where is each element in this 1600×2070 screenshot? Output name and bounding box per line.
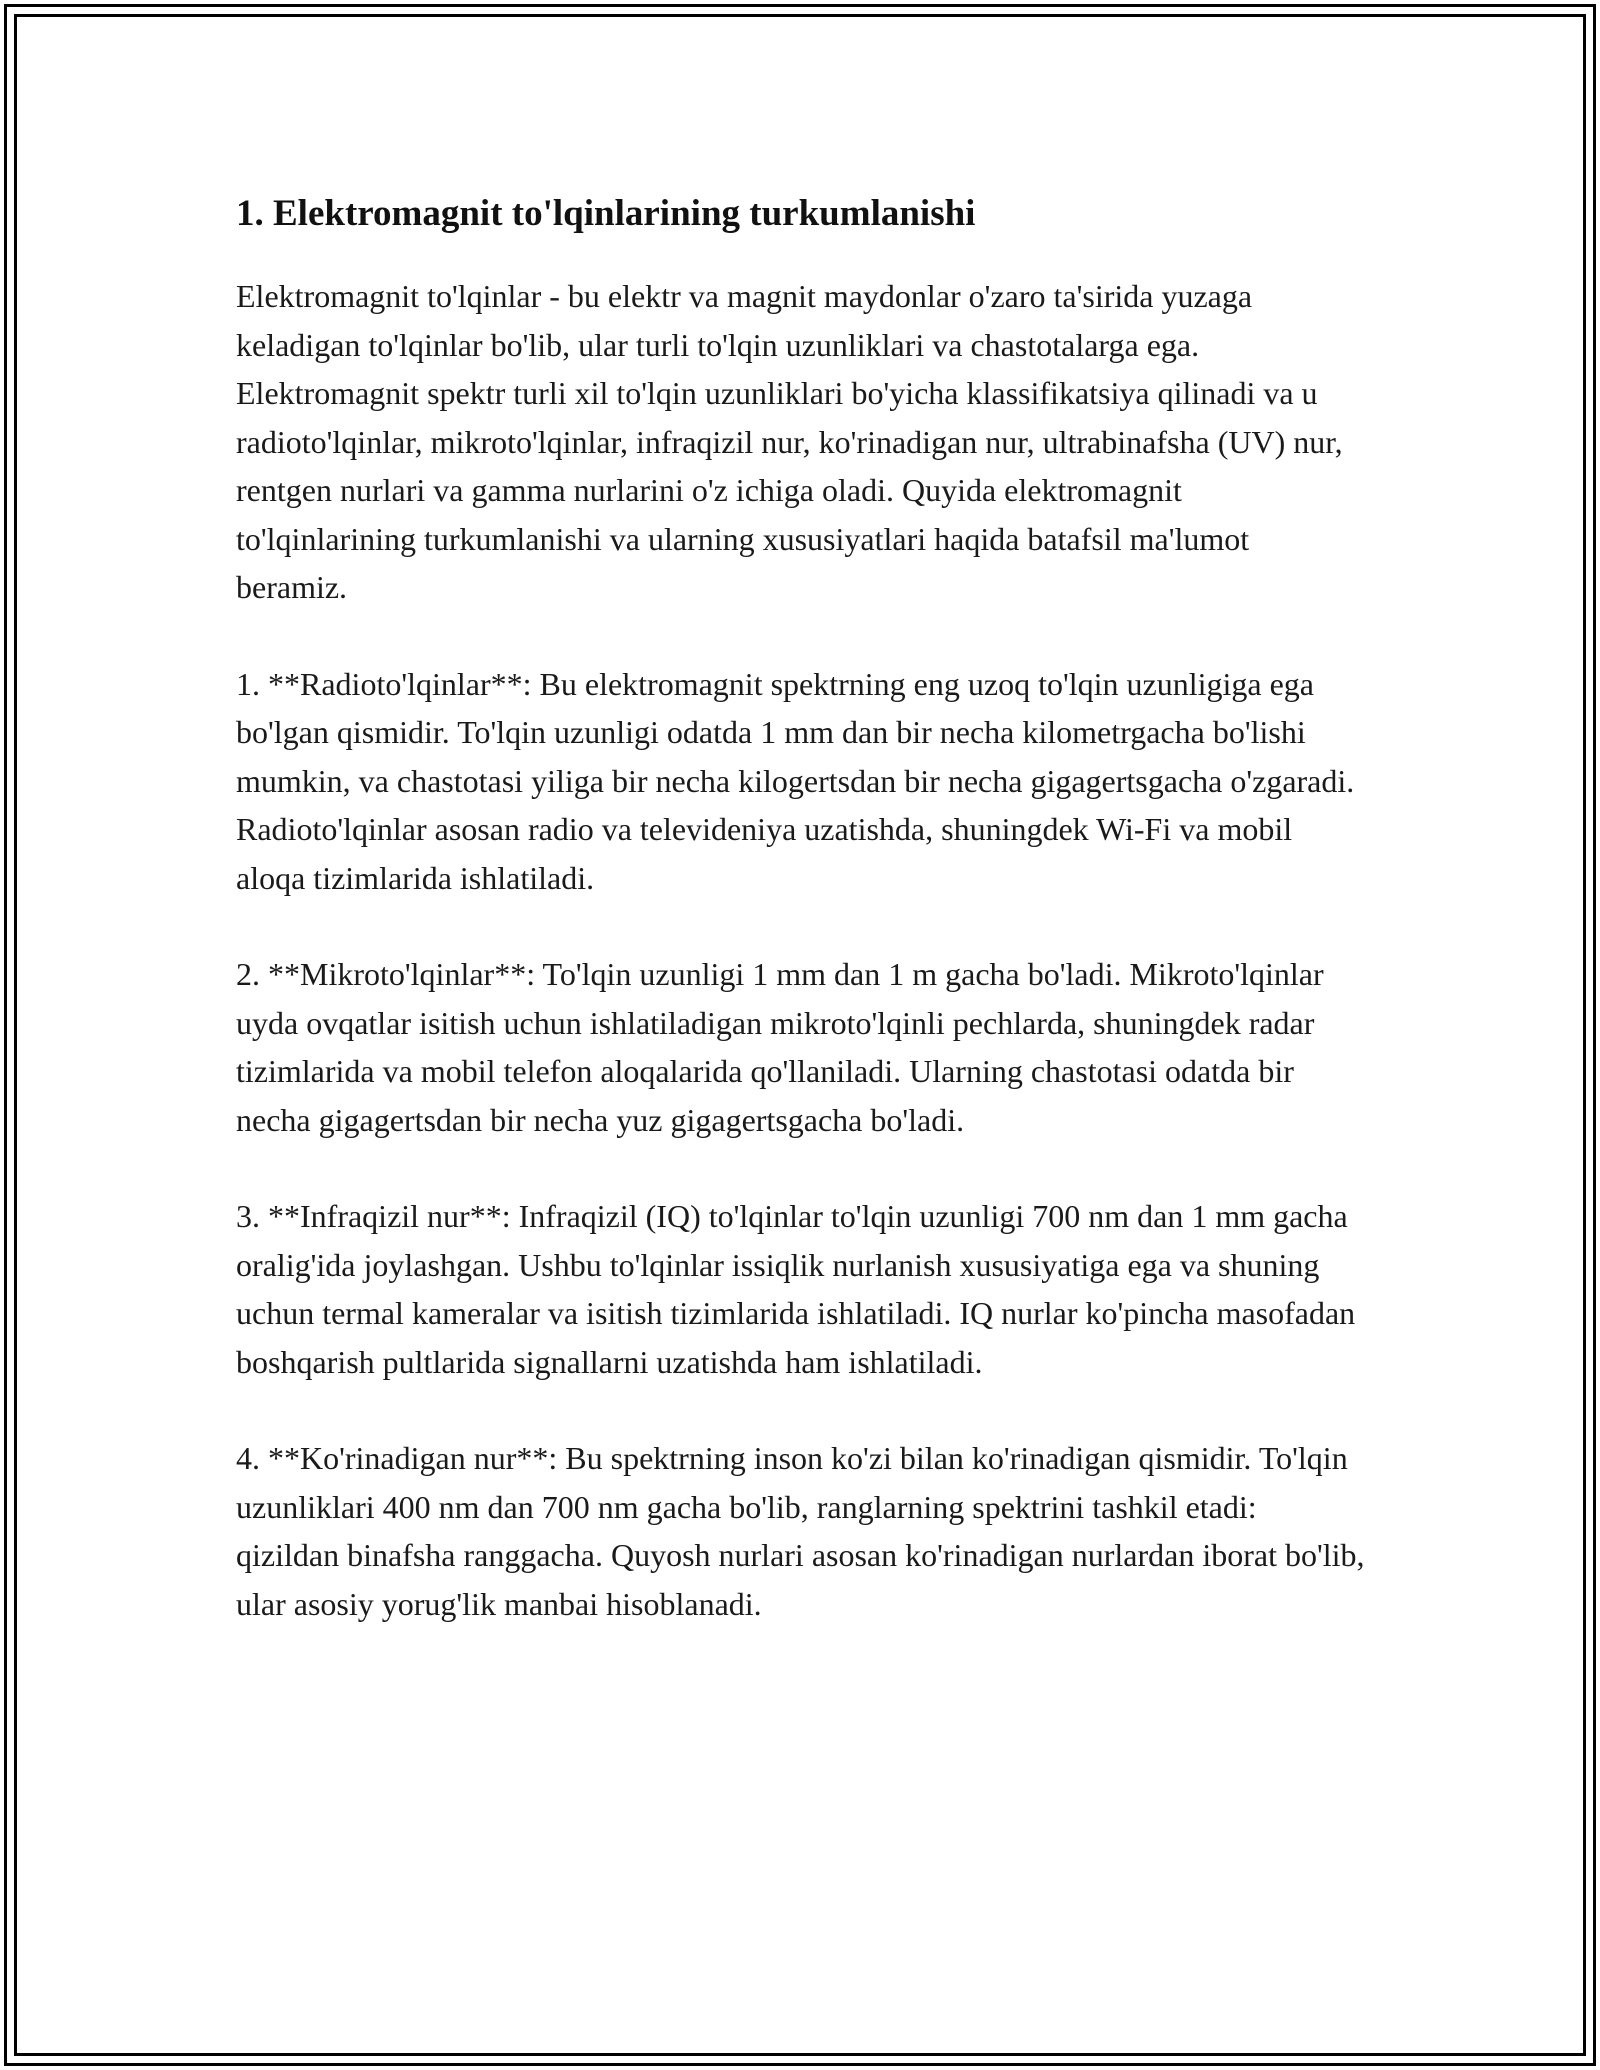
paragraph-intro: Elektromagnit to'lqinlar - bu elektr va magnit maydonlar o'zaro ta'sirida yuzaga keladigan to'lqinlar bo'lib, ular turli to'lqin uzunliklari va chastotalarga ega. Elektromagnit spektr turli xil to'lqin uzunliklari bo'yicha klassifikatsiya qilinadi va u radioto'lqinlar, mikroto'lqinlar, infraqizil nur, ko'rinadigan nur, ultrabinafsha (UV) nur, rentgen nurlari va gamma nurlarini o'z ichiga oladi. Quyida elektromagnit to'lqinlarining turkumlanishi va ularning xususiyatlari haqida batafsil ma'lumot beramiz.: [236, 278, 1343, 605]
paragraph-microwaves: 2. **Mikroto'lqinlar**: To'lqin uzunligi 1 mm dan 1 m gacha bo'ladi. Mikroto'lqinlar uyda ovqatlar isitish uchun ishlatiladigan mikroto'lqinli pechlarda, shuningdek radar tizimlarida va mobil telefon aloqalarida qo'llaniladi. Ularning chastotasi odatda bir necha gigagertsdan bir necha yuz gigagertsgacha bo'ladi.: [236, 956, 1324, 1138]
paragraph-infrared: 3. **Infraqizil nur**: Infraqizil (IQ) to'lqinlar to'lqin uzunligi 700 nm dan 1 mm gacha oralig'ida joylashgan. Ushbu to'lqinlar issiqlik nurlanish xususiyatiga ega va shuning uchun termal kameralar va isitish tizimlarida ishlatiladi. IQ nurlar ko'pincha masofadan boshqarish pultlarida signallarni uzatishda ham ishlatiladi.: [236, 1198, 1356, 1380]
paragraph-visible-light: 4. **Ko'rinadigan nur**: Bu spektrning inson ko'zi bilan ko'rinadigan qismidir. To'lqin uzunliklari 400 nm dan 700 nm gacha bo'lib, ranglarning spektrini tashkil etadi: qizildan binafsha ranggacha. Quyosh nurlari asosan ko'rinadigan nurlardan iborat bo'lib, ular asosiy yorug'lik manbai hisoblanadi.: [236, 1440, 1365, 1622]
paragraph-radio-waves: 1. **Radioto'lqinlar**: Bu elektromagnit spektrning eng uzoq to'lqin uzunligiga ega bo'lgan qismidir. To'lqin uzunligi odatda 1 mm dan bir necha kilometrgacha bo'lishi mumkin, va chastotasi yiliga bir necha kilogertsdan bir necha gigagertsgacha o'zgaradi. Radioto'lqinlar asosan radio va televideniya uzatishda, shuningdek Wi-Fi va mobil aloqa tizimlarida ishlatiladi.: [236, 665, 1355, 896]
document-heading: 1. Elektromagnit to'lqinlarining turkumlanishi: [236, 193, 976, 234]
document-body: [236, 188, 1366, 1676]
